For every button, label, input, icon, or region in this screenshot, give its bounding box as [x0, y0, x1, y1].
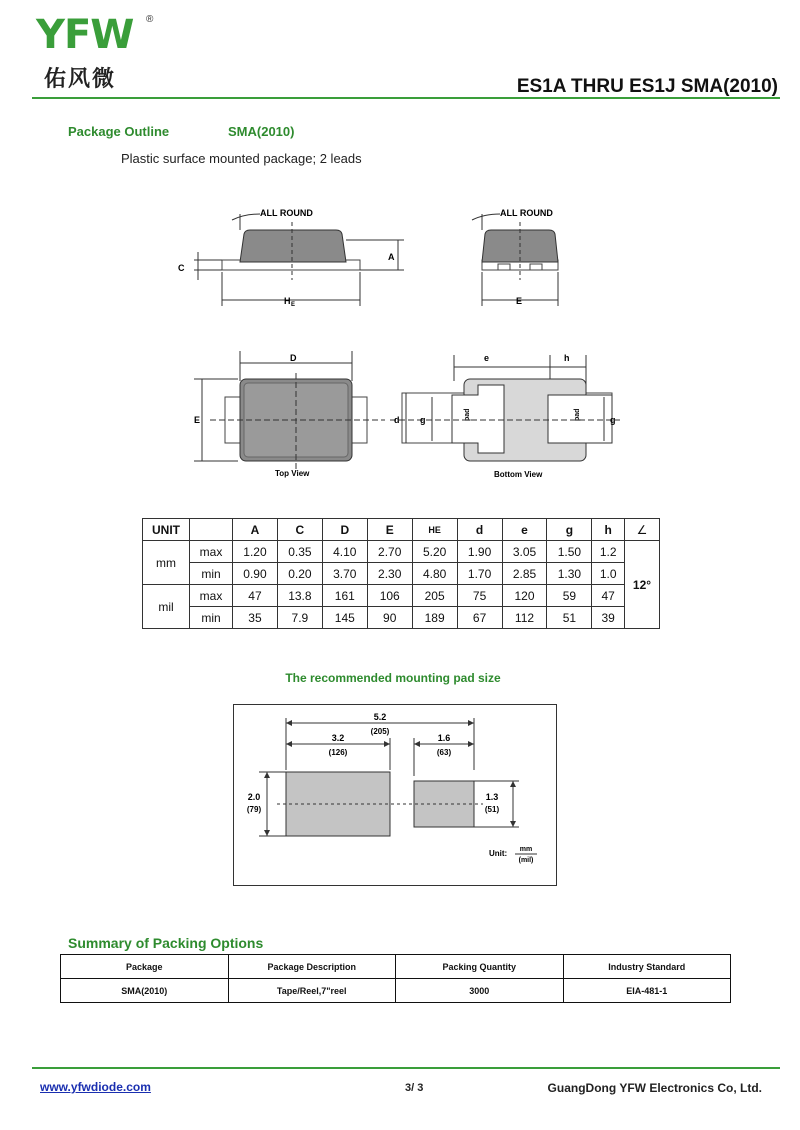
bottom-view — [390, 353, 620, 479]
side-view-short — [472, 208, 558, 306]
dimensions-table — [142, 518, 660, 629]
packing-heading: Summary of Packing Options — [68, 935, 264, 951]
units-label: Unit: — [489, 849, 508, 858]
dim-header-g: g — [547, 519, 592, 541]
dim-header-type — [190, 519, 233, 541]
units-denominator: (mil) — [518, 857, 534, 864]
dim-d-label: d — [394, 415, 400, 425]
package-name: SMA(2010) — [228, 124, 295, 139]
dim-he-label: H — [284, 296, 291, 306]
all-round-label-2: ALL ROUND — [500, 208, 553, 218]
all-round-label-1: ALL ROUND — [260, 208, 313, 218]
document-title: ES1A THRU ES1J SMA(2010) — [516, 76, 778, 97]
dim-header-d: d — [457, 519, 502, 541]
packing-col-quantity: Packing Quantity — [396, 955, 564, 979]
website-link[interactable]: www.yfwdiode.com — [40, 1080, 151, 1094]
dim-header-h: h — [592, 519, 625, 541]
dim-row-mil-max: mil max 47 13.8 161 106 205 75 120 59 47 — [143, 585, 660, 607]
dim-header-d-big: D — [322, 519, 367, 541]
dim-header-unit: UNIT — [143, 519, 190, 541]
dim-d-big-label: D — [290, 353, 297, 363]
dim-header-row — [143, 519, 660, 541]
right-pad-width-mm: 1.6 — [437, 733, 451, 743]
dim-g-label-right: g — [610, 415, 616, 425]
packing-data-row — [61, 979, 731, 1003]
pad-label-left: pad — [464, 408, 471, 421]
dim-header-c: C — [277, 519, 322, 541]
side-view-drawings — [160, 200, 600, 315]
packing-cell-description: Tape/Reel,7"reel — [228, 979, 396, 1003]
svg-text:E: E — [291, 302, 296, 308]
mounting-pad-heading: The recommended mounting pad size — [285, 671, 501, 685]
top-view — [194, 351, 385, 478]
dim-unit-mil: mil — [143, 585, 190, 629]
pad-label-right: pad — [574, 408, 581, 421]
overall-width-mil: (205) — [370, 727, 390, 736]
header-rule — [32, 97, 780, 99]
package-description: Plastic surface mounted package; 2 leads — [121, 151, 362, 166]
side-view-long — [178, 208, 404, 308]
dim-g-label-left: g — [420, 415, 426, 425]
registered-mark: ® — [146, 14, 154, 25]
logo-chinese: 佑风微 — [44, 67, 117, 92]
units-numerator: mm — [519, 846, 533, 853]
dim-c-label: C — [178, 263, 185, 273]
left-pad-width-mil: (126) — [328, 748, 348, 757]
left-pad-height-mil: (79) — [246, 805, 262, 814]
left-pad-height-mm: 2.0 — [247, 792, 261, 802]
dim-row-mm-min: min 0.90 0.20 3.70 2.30 4.80 1.70 2.85 1.30 1.0 — [143, 563, 660, 585]
packing-cell-standard: EIA-481-1 — [563, 979, 731, 1003]
packing-cell-package: SMA(2010) — [61, 979, 229, 1003]
logo-text: YFW — [36, 12, 134, 58]
packing-col-package: Package — [61, 955, 229, 979]
packing-table — [60, 954, 731, 1003]
dim-e-big-label: E — [516, 296, 523, 306]
dim-a-label: A — [388, 252, 395, 262]
left-pad-width-mm: 3.2 — [331, 733, 345, 743]
dim-header-he: HE — [412, 519, 457, 541]
packing-col-standard: Industry Standard — [563, 955, 731, 979]
page-number: 3/ 3 — [405, 1082, 424, 1094]
dim-angle-value: 12° — [625, 541, 660, 629]
dim-header-e-big: E — [367, 519, 412, 541]
mounting-pad-drawing — [233, 704, 557, 886]
top-view-label: Top View — [275, 469, 310, 478]
packing-cell-quantity: 3000 — [396, 979, 564, 1003]
dim-header-e: e — [502, 519, 547, 541]
dim-unit-mm: mm — [143, 541, 190, 585]
footer-rule — [32, 1067, 780, 1069]
dim-row-mm-max: mm max 1.20 0.35 4.10 2.70 5.20 1.90 3.05 1.50 1.2 12° — [143, 541, 660, 563]
dim-header-angle: ∠ — [625, 519, 660, 541]
package-outline-heading: Package Outline — [68, 124, 170, 139]
right-pad-height-mil: (51) — [484, 805, 500, 814]
dim-h-label: h — [564, 353, 570, 363]
dim-header-a: A — [233, 519, 278, 541]
company-name: GuangDong YFW Electronics Co, Ltd. — [547, 1081, 762, 1095]
dim-row-mil-min: min 35 7.9 145 90 189 67 112 51 39 — [143, 607, 660, 629]
packing-header-row — [61, 955, 731, 979]
dim-e-label: e — [484, 353, 490, 363]
dim-e-side-label: E — [194, 415, 201, 425]
right-pad-width-mil: (63) — [436, 748, 452, 757]
packing-col-description: Package Description — [228, 955, 396, 979]
bottom-view-label: Bottom View — [494, 470, 543, 479]
overall-width-mm: 5.2 — [373, 712, 387, 722]
right-pad-height-mm: 1.3 — [485, 792, 499, 802]
top-bottom-view-drawings — [180, 345, 620, 485]
